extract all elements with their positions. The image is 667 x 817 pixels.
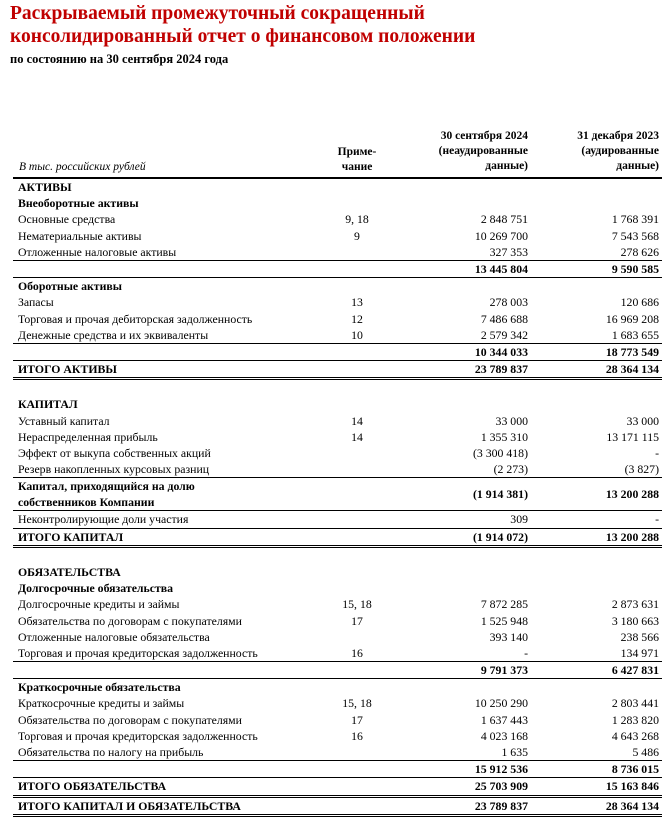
column-header-2023: 31 декабря 2023 (аудированные данные) xyxy=(577,130,659,172)
total-liabilities-row: ИТОГО ОБЯЗАТЕЛЬСТВА 25 703 909 15 163 846 xyxy=(13,777,662,797)
section-header-equity: КАПИТАЛ xyxy=(18,397,78,412)
note-column-header: Приме- чание xyxy=(337,146,377,173)
table-row: Нераспределенная прибыль 14 1 355 310 13 171 115 xyxy=(18,429,659,444)
total-equity-and-liabilities-row: ИТОГО КАПИТАЛ И ОБЯЗАТЕЛЬСТВА 23 789 837 28 364 134 xyxy=(13,798,662,817)
table-row: Торговая и прочая кредиторская задолженность 16 4 023 168 4 643 268 xyxy=(18,728,659,743)
table-row: Основные средства 9, 18 2 848 751 1 768 391 xyxy=(18,212,659,227)
report-subtitle: по состоянию на 30 сентября 2024 года xyxy=(10,52,229,66)
subtotal-row: 13 445 804 9 590 585 xyxy=(13,260,662,278)
subtotal-row: 15 912 536 8 736 015 xyxy=(13,760,662,777)
table-row: Неконтролирующие доли участия 309 - xyxy=(13,510,662,527)
subtotal-row: 10 344 033 18 773 549 xyxy=(13,343,662,360)
table-row: Уставный капитал 14 33 000 33 000 xyxy=(18,413,659,428)
total-equity-row: ИТОГО КАПИТАЛ (1 914 072) 13 200 288 xyxy=(13,528,662,548)
table-row: Запасы 13 278 003 120 686 xyxy=(18,295,659,310)
subsection-header: Внеоборотные активы xyxy=(18,196,139,211)
subsection-header: Долгосрочные обязательства xyxy=(18,581,174,596)
report-title xyxy=(10,2,475,48)
table-row: Долгосрочные кредиты и займы 15, 18 7 872 285 2 873 631 xyxy=(18,597,659,612)
table-row: Торговая и прочая кредиторская задолженность 16 - 134 971 xyxy=(18,645,659,660)
subtotal-row: 9 791 373 6 427 831 xyxy=(13,661,662,679)
table-row: Краткосрочные кредиты и займы 15, 18 10 250 290 2 803 441 xyxy=(18,696,659,711)
title-line-1: Раскрываемый промежуточный сокращенный xyxy=(10,3,425,24)
table-row: Эффект от выкупа собственных акций (3 300 418) - xyxy=(18,446,659,460)
table-row: Резерв накопленных курсовых разниц (2 273) (3 827) xyxy=(18,462,659,477)
table-row: Отложенные налоговые активы 327 353 278 626 xyxy=(18,244,659,259)
subsection-header: Краткосрочные обязательства xyxy=(18,680,181,695)
units-label: В тыс. российских рублей xyxy=(19,161,146,173)
column-header-2024: 30 сентября 2024 (неаудированные данные) xyxy=(438,130,528,172)
table-row: Нематериальные активы 9 10 269 700 7 543 568 xyxy=(18,228,659,243)
section-header-liabilities: ОБЯЗАТЕЛЬСТВА xyxy=(18,564,121,579)
table-row: Обязательства по договорам с покупателями 17 1 525 948 3 180 663 xyxy=(18,613,659,628)
total-assets-row: ИТОГО АКТИВЫ 23 789 837 28 364 134 xyxy=(13,360,662,380)
table-row: Обязательства по налогу на прибыль 1 635 5 486 xyxy=(18,745,659,759)
table-row: Отложенные налоговые обязательства 393 140 238 566 xyxy=(18,629,659,644)
equity-attributable-row: Капитал, приходящийся на долю собственников Компании (1 914 381) 13 200 288 xyxy=(13,477,662,510)
section-header-assets: АКТИВЫ xyxy=(13,177,662,195)
title-line-2: консолидированный отчет о финансовом положении xyxy=(10,26,476,47)
balance-sheet-table xyxy=(13,177,662,817)
table-row: Денежные средства и их эквиваленты 10 2 579 342 1 683 655 xyxy=(18,327,659,342)
table-row: Обязательства по договорам с покупателями 17 1 637 443 1 283 820 xyxy=(18,712,659,727)
subsection-header: Оборотные активы xyxy=(18,279,122,294)
table-row: Торговая и прочая дебиторская задолженность 12 7 486 688 16 969 208 xyxy=(18,311,659,326)
